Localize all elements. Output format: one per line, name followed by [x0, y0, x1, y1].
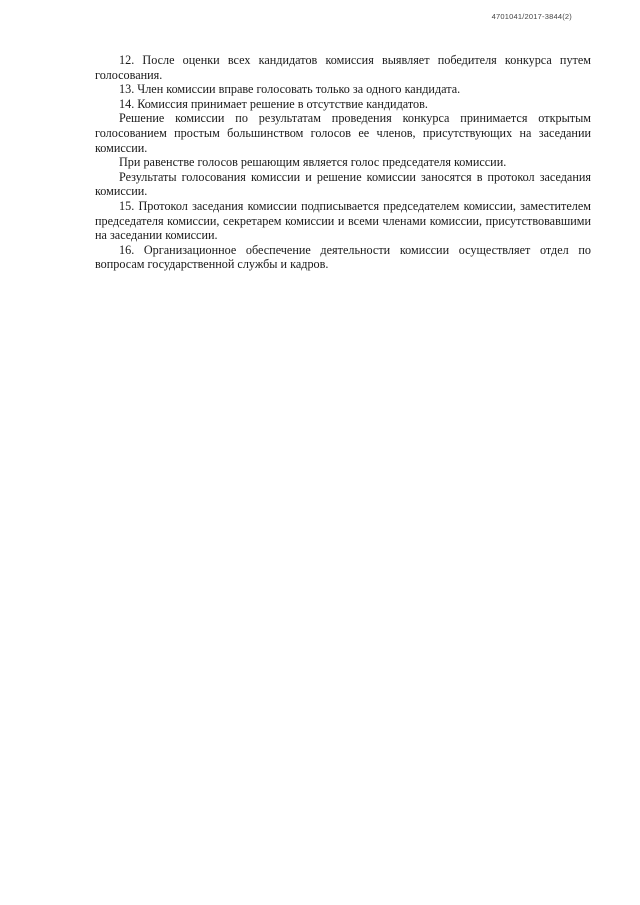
paragraph-decision-majority: Решение комиссии по результатам проведения конкурса принимается открытым голосованием простым большинством голосов ее членов, присутствующих на заседании комиссии. — [95, 111, 591, 155]
document-id: 4701041/2017-3844(2) — [491, 12, 572, 21]
paragraph-13-single-vote: 13. Член комиссии вправе голосовать только за одного кандидата. — [119, 82, 461, 97]
paragraph-results-protocol: Результаты голосования комиссии и решение комиссии заносятся в протокол заседания комиссии. — [95, 169, 591, 199]
paragraph-tie-vote: При равенстве голосов решающим является голос председателя комиссии. — [119, 155, 507, 170]
document-body — [95, 53, 591, 272]
paragraph-12-voting: 12. После оценки всех кандидатов комиссия выявляет победителя конкурса путем голосования. — [95, 53, 591, 82]
paragraph-16-organizational-support: 16. Организационное обеспечение деятельности комиссии осуществляет отдел по вопросам государственной службы и кадров. — [95, 242, 591, 272]
paragraph-15-protocol-signing: 15. Протокол заседания комиссии подписывается председателем комиссии, заместителем председателя комиссии, секретарем комиссии и всеми членами комиссии, присутствовавшими на заседании комиссии. — [95, 198, 591, 243]
paragraph-14-absence: 14. Комиссия принимает решение в отсутствие кандидатов. — [119, 96, 428, 111]
